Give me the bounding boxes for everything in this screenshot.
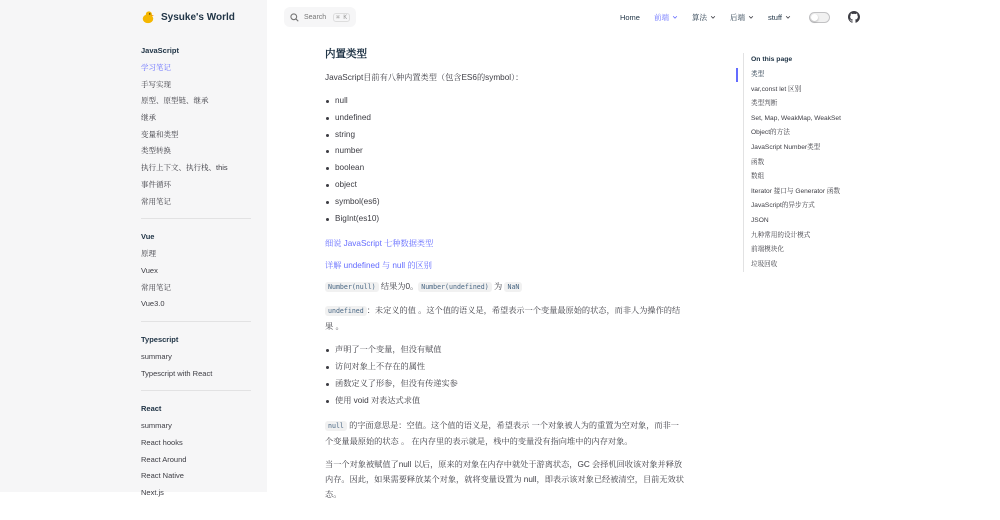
undefined-cases-list (325, 342, 685, 409)
outline-item[interactable]: 前端模块化 (751, 246, 784, 254)
sidebar-group-title: Vue (141, 232, 155, 242)
outline-item[interactable]: 九种常用的设计模式 (751, 231, 811, 239)
sidebar-item[interactable]: React hooks (141, 438, 183, 447)
chevron-down-icon (710, 14, 716, 20)
outline-item[interactable]: Object的方法 (751, 129, 790, 137)
type-list-item: symbol(es6) (325, 194, 685, 211)
sidebar (0, 0, 267, 498)
intro-text: JavaScript目前有八种内置类型（包含ES6的symbol）： (325, 73, 524, 82)
nav-link-1[interactable] (654, 11, 678, 23)
sidebar-item[interactable]: React Around (141, 454, 187, 464)
sidebar-item[interactable]: 手写实现 (141, 79, 171, 89)
sidebar-group-title: React (141, 404, 162, 414)
outline-item[interactable]: 类型判断 (751, 100, 778, 108)
number-conversion-text (325, 279, 685, 295)
top-nav-items (606, 11, 791, 23)
sidebar-item[interactable]: 类型转换 (141, 146, 171, 156)
outline-item[interactable]: 垃圾回收 (751, 260, 778, 268)
outline-item[interactable]: 数组 (751, 173, 765, 181)
sidebar-item[interactable]: Vuex (141, 265, 158, 275)
nav-link-label: Home (619, 12, 640, 22)
sidebar-item[interactable]: summary (141, 351, 172, 361)
types-list (325, 93, 685, 227)
nav-link-label: 后端 (729, 12, 745, 22)
search-button[interactable] (284, 7, 356, 27)
sidebar-item[interactable]: 常用笔记 (141, 196, 171, 206)
sidebar-item[interactable]: 原理 (141, 249, 156, 259)
top-nav (606, 11, 860, 23)
undefined-case-item: 访问对象上不存在的属性 (325, 359, 685, 376)
undefined-case-item: 函数定义了形参，但没有传递实参 (325, 376, 685, 393)
sidebar-group-javascript (141, 43, 251, 219)
sidebar-item[interactable]: 变量和类型 (141, 129, 179, 139)
page-outline (743, 53, 863, 272)
type-list-item: number (325, 143, 685, 160)
sidebar-group-typescript (141, 332, 251, 391)
nav-link-label: 算法 (691, 12, 707, 22)
sidebar-item[interactable]: 继承 (141, 113, 156, 123)
brand-name: Sysuke's World (161, 11, 235, 23)
chevron-down-icon (785, 14, 791, 20)
outline-items (751, 68, 863, 272)
nav-link-0[interactable] (620, 11, 640, 23)
null-text: 的字面意思是：空值。这个值的语义是，希望表示 一个对象被人为的重置为空对象，而非一个变量最原始的状态 。 在内存里的表示就是，栈中的变量没有指向堆中的内存对象。 (325, 420, 679, 446)
nav-link-4[interactable] (768, 11, 791, 23)
duck-icon (141, 10, 155, 24)
sidebar-item[interactable]: 常用笔记 (141, 282, 171, 292)
brand[interactable] (141, 10, 235, 24)
outline-item[interactable]: 类型 (751, 71, 765, 78)
outline-active-marker (736, 68, 738, 82)
search-label: Search (304, 13, 327, 21)
sidebar-item[interactable]: 学习笔记 (141, 63, 171, 72)
nav-link-label: 前端 (653, 12, 669, 22)
sidebar-item[interactable]: 事件循环 (141, 179, 171, 189)
code-undefined: undefined (325, 306, 367, 316)
undefined-case-item: 声明了一个变量，但没有赋值 (325, 342, 685, 359)
sidebar-item[interactable]: 执行上下文、执行栈、this (141, 163, 228, 173)
null-paragraph (325, 418, 685, 449)
type-list-item: BigInt(es10) (325, 211, 685, 228)
type-list-item: boolean (325, 160, 685, 177)
sidebar-group-title: JavaScript (141, 46, 179, 55)
toggle-knob (811, 14, 818, 21)
page-title: 内置类型 (325, 48, 367, 60)
sidebar-nav (141, 43, 251, 520)
outline-item[interactable]: JSON (751, 216, 769, 224)
outline-item[interactable]: Set, Map, WeakMap, WeakSet (751, 114, 841, 122)
nav-link-label: stuff (767, 12, 782, 22)
outline-item[interactable]: Iterator 接口与 Generator 函数 (751, 187, 841, 195)
sidebar-group-title: Typescript (141, 334, 179, 344)
type-list-item: null (325, 93, 685, 110)
outline-item[interactable]: JavaScript Number类型 (751, 143, 821, 151)
sidebar-item[interactable]: Typescript with React (141, 368, 213, 378)
sidebar-item[interactable]: Vue3.0 (141, 299, 165, 309)
main-content (325, 46, 685, 510)
dark-mode-toggle[interactable] (809, 12, 830, 23)
code-nan: NaN (504, 282, 522, 292)
nav-link-3[interactable] (730, 11, 754, 23)
link-undefined-vs-null[interactable]: 详解 undefined 与 null 的区别 (325, 261, 432, 271)
link-seven-types[interactable]: 细说 JavaScript 七种数据类型 (325, 239, 434, 249)
num-undef-text: 为 (491, 282, 505, 292)
sidebar-item[interactable]: React Native (141, 471, 184, 481)
code-number-undefined: Number(undefined) (418, 282, 492, 292)
github-icon[interactable] (848, 11, 860, 23)
outline-item[interactable]: var,const let 区别 (751, 85, 802, 93)
search-icon (290, 13, 299, 22)
chevron-down-icon (748, 14, 754, 20)
sidebar-item[interactable]: 原型、原型链、继承 (141, 96, 209, 106)
outline-item[interactable]: 函数 (751, 158, 765, 166)
outline-title: On this page (751, 56, 793, 63)
gc-paragraph: 当一个对象被赋值了null 以后，原来的对象在内存中就处于游离状态，GC 会择机回收该对象并释放内存。因此，如果需要释放某个对象，就将变量设置为 null，即表示该对象已经被清空，目前无效状态。 (325, 459, 684, 499)
code-number-null: Number(null) (325, 282, 379, 292)
nav-link-2[interactable] (692, 11, 716, 23)
chevron-down-icon (672, 14, 678, 20)
sidebar-group-vue (141, 229, 251, 322)
sidebar-item[interactable]: summary (141, 421, 172, 431)
num-null-text: 结果为0。 (378, 282, 419, 292)
type-list-item: string (325, 127, 685, 144)
undefined-text: ：未定义的值 。这个值的语义是，希望表示一个变量最原始的状态，而非人为操作的结果 。 (325, 306, 681, 332)
outline-item[interactable]: JavaScript的异步方式 (751, 202, 815, 210)
undefined-paragraph (325, 303, 685, 334)
sidebar-group-react (141, 401, 251, 509)
sidebar-item[interactable]: Next.js (141, 488, 164, 498)
undefined-case-item: 使用 void 对表达式求值 (325, 393, 685, 410)
search-shortcut: ⌘ K (333, 13, 350, 22)
type-list-item: undefined (325, 110, 685, 127)
type-list-item: object (325, 177, 685, 194)
code-null: null (325, 421, 347, 431)
